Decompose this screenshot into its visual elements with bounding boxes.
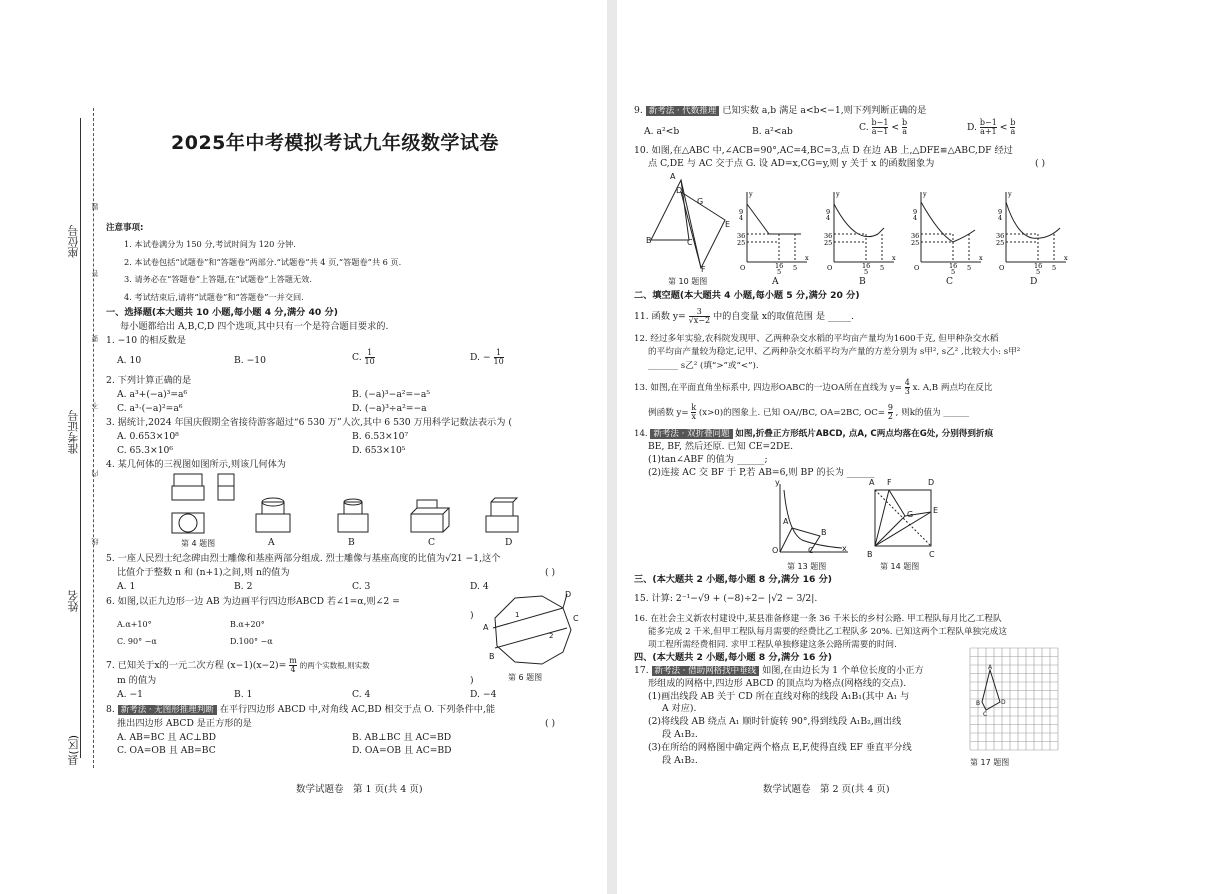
fig13-label-x: x: [842, 544, 847, 553]
graph-tick-label: y: [836, 190, 840, 198]
notice-item: 3. 请务必在“答题卷”上答题,在“试题卷”上答题无效.: [124, 274, 312, 284]
graph-tick-label: 5: [1036, 268, 1041, 276]
q4-option-c: C: [428, 537, 436, 548]
q5-paren: ( ): [545, 567, 556, 578]
fig10-label-b: B: [646, 236, 652, 245]
q5-option-c: C. 3: [352, 581, 371, 592]
question-12-stem-end: _______ s乙² (填“>”或“<”).: [648, 361, 759, 371]
fig13-label-b: B: [821, 528, 827, 537]
graph-tick-label: 5: [793, 264, 798, 272]
figure-13-caption: 第 13 题图: [787, 562, 827, 571]
graph-tick-label: O: [827, 264, 833, 272]
q4-option-a: A: [268, 537, 275, 548]
question-13-stem-cont: 例函数 y= $\frac{k}{x}$ (x>0)的图象上. 已知 OA//BC, OA=2BC, OC= $\frac{9}{2}$ , 则k的值为 ______: [648, 403, 970, 421]
graph-tick-label: 36: [824, 232, 833, 240]
graph-tick-label: 5: [967, 264, 972, 272]
q8-option-c: C. OA=OB 且 AB=BC: [117, 745, 216, 756]
fig13-label-c: C: [808, 546, 814, 555]
q3-option-a: A. 0.653×10⁸: [117, 431, 179, 442]
question-10-stem: 10. 如图,在△ABC 中,∠ACB=90°,AC=4,BC=3,点 D 在边 AB 上,△DFE≌△ABC,DF 经过: [634, 145, 1013, 156]
question-8-stem-cont: 推出四边形 ABCD 是正方形的是: [117, 718, 252, 729]
q9-option-b: B. a²<ab: [752, 126, 793, 137]
q1-option-b: B. −10: [234, 355, 266, 366]
fig17-label-a: A: [988, 664, 993, 671]
graph-tick-label: x: [805, 254, 809, 262]
q17-subquestion-3: (3)在所给的网格图中确定两个格点 E,F,使得直线 EF 垂直平分线: [648, 742, 912, 753]
figure-17-grid: [968, 646, 1062, 752]
graph-tick-label: 4: [826, 214, 831, 222]
q8-option-b: B. AB⊥BC 且 AC=BD: [352, 732, 452, 743]
section-1-heading: 一、选择题(本大题共 10 小题,每小题 4 分,满分 40 分): [106, 307, 338, 318]
question-9-stem: 9. 新考法 · 代数推理 已知实数 a,b 满足 a<b<−1,则下列判断正确的是: [634, 105, 927, 116]
question-2-stem: 2. 下列计算正确的是: [106, 375, 192, 386]
page-footer: 数学试题卷 第 2 页(共 4 页): [763, 784, 890, 795]
graph-tick-label: 25: [911, 239, 920, 247]
fig6-angle-2: 2: [549, 632, 554, 640]
q2-option-b: B. (−a)³−a²=−a⁵: [352, 389, 431, 400]
graph-tick-label: 16: [775, 262, 784, 270]
q10-paren: ( ): [1035, 158, 1046, 169]
q4-option-d: D: [505, 537, 513, 548]
q14-subquestion-1: (1)tan∠ABF 的值为 ______;: [648, 454, 768, 465]
graph-tick-label: 9: [913, 208, 918, 216]
graph-tick-label: 36: [911, 232, 920, 240]
fig6-label-d: D: [565, 590, 572, 599]
q9-option-c: C. $\frac{b-1}{a-1}$ < $\frac{b}{a}$: [859, 118, 908, 136]
fig17-label-b: B: [976, 700, 981, 707]
figure-6-caption: 第 6 题图: [508, 673, 543, 682]
figure-4-caption: 第 4 题图: [181, 539, 216, 548]
fig14-label-d: D: [928, 478, 935, 487]
margin-char: 线: [91, 538, 99, 545]
graph-tick-label: y: [923, 190, 927, 198]
figure-14-square: [871, 486, 935, 552]
fig10-label-d: D: [676, 186, 683, 195]
question-12-stem: 12. 经过多年实验,农科院发现甲、乙两种杂交水稻的平均亩产量均为1600千克, 但甲种杂交水稻: [634, 334, 999, 344]
new-method-tag: 新考法 · 双折叠问题: [650, 429, 732, 439]
figure-17-caption: 第 17 题图: [970, 758, 1010, 767]
fig10-label-c: C: [687, 238, 693, 247]
q8-option-d: D. OA=OB 且 AC=BD: [352, 745, 452, 756]
fig13-label-y: y: [775, 478, 780, 487]
name-label: 姓名: [67, 590, 80, 612]
graph-tick-label: y: [1008, 190, 1012, 198]
q2-option-d: D. (−a)³÷a²=−a: [352, 403, 427, 414]
graph-tick-label: x: [979, 254, 983, 262]
graph-tick-label: x: [1064, 254, 1068, 262]
q2-option-c: C. a³·(−a)²=a⁶: [117, 403, 183, 414]
fig14-label-g: G: [907, 510, 914, 519]
notice-item: 2. 本试卷包括“试题卷”和“答题卷”两部分.“试题卷”共 4 页,“答题卷”共 6 页.: [124, 257, 402, 267]
q6-option-d: D.100° −α: [230, 637, 273, 646]
q3-option-b: B. 6.53×10⁷: [352, 431, 409, 442]
fig6-angle-1: 1: [515, 611, 520, 619]
q7-option-a: A. −1: [117, 689, 144, 700]
margin-char: 不: [91, 402, 99, 409]
q1-option-d: D. − $\frac{1}{10}$: [470, 348, 504, 366]
question-5-stem-cont: 比值介于整数 n 和 (n+1)之间,则 n的值为: [117, 567, 290, 578]
graph-tick-label: 25: [737, 239, 746, 247]
exam-title: 2025年中考模拟考试九年级数学试卷: [171, 132, 499, 154]
question-16-stem-cont: 能多完成 2 千米,但甲工程队每月需要的经费比乙工程队多 20%. 已知这两个工程队单独完成这: [648, 627, 1007, 637]
fig14-label-e: E: [933, 506, 939, 515]
graph-tick-label: 5: [777, 268, 782, 276]
q6-option-b: B.α+20°: [230, 620, 265, 629]
ticket-number-label: 准考证号: [67, 410, 80, 454]
figure-10-triangle: [645, 172, 735, 272]
q6-paren: ): [470, 610, 474, 621]
fig17-label-d: D: [1001, 699, 1006, 706]
graph-tick-label: 36: [737, 232, 746, 240]
fig6-label-b: B: [489, 652, 495, 661]
q5-option-a: A. 1: [117, 581, 136, 592]
new-method-tag: 新考法 · 无图形推理判断: [118, 705, 217, 715]
q2-option-a: A. a³+(−a)³=a⁶: [117, 389, 188, 400]
q3-option-d: D. 653×10⁵: [352, 445, 406, 456]
fig14-label-c: C: [929, 550, 935, 559]
graph-tick-label: 36: [996, 232, 1005, 240]
q8-paren: ( ): [545, 718, 556, 729]
q6-option-c: C. 90° −α: [117, 637, 157, 646]
graph-tick-label: 5: [880, 264, 885, 272]
q7-option-d: D. −4: [470, 689, 497, 700]
q17-subquestion-2-cont: 段 A₁B₂.: [662, 729, 698, 740]
nonagon-figure: [485, 590, 580, 670]
fig14-label-b: B: [867, 550, 873, 559]
question-8-stem: 8. 新考法 · 无图形推理判断 在平行四边形 ABCD 中,对角线 AC,BD 相交于点 O. 下列条件中,能: [106, 704, 496, 715]
q10-graph: [998, 190, 1070, 274]
question-17-stem-cont: 形组成的网格中,四边形 ABCD 的顶点均为格点(网格线的交点).: [648, 678, 907, 689]
graph-tick-label: 4: [739, 214, 744, 222]
exam-page-2: [617, 0, 1226, 894]
question-15-stem: 15. 计算: 2⁻¹−√9 + (−8)÷2− |√2 − 3/2|.: [634, 593, 818, 604]
section-2-heading: 二、填空题(本大题共 4 小题,每小题 5 分,满分 20 分): [634, 290, 860, 301]
graph-tick-label: 4: [998, 214, 1003, 222]
q10-graph: [739, 190, 811, 274]
section-4-heading: 四、(本大题共 2 小题,每小题 8 分,满分 16 分): [634, 652, 832, 663]
q7-paren: ): [470, 675, 474, 686]
question-7-stem: 7. 已知关于x的一元二次方程 (x−1)(x−2)= $\frac{m}{4}$ 的两个实数根,则实数: [106, 656, 370, 674]
margin-char: 答: [91, 270, 99, 277]
graph-tick-label: 4: [913, 214, 918, 222]
fig17-label-c: C: [983, 711, 988, 718]
q5-option-d: D. 4: [470, 581, 489, 592]
notice-title: 注意事项:: [106, 223, 144, 233]
question-7-stem-cont: m 的值为: [117, 675, 157, 686]
figure-10-caption: 第 10 题图: [668, 277, 708, 286]
question-13-stem: 13. 如图,在平面直角坐标系中, 四边形OABC的一边OA所在直线为 y= $\frac{4}{3}$ x. A,B 两点均在反比: [634, 378, 993, 396]
exam-page-1: [0, 0, 607, 894]
graph-tick-label: 16: [862, 262, 871, 270]
q17-subquestion-1-cont: A 对应).: [662, 703, 697, 714]
fig10-label-a: A: [670, 172, 676, 181]
section-1-instruction: 每小题都给出 A,B,C,D 四个选项,其中只有一个是符合题目要求的.: [120, 321, 389, 332]
margin-char: 内: [91, 470, 99, 477]
question-5-stem: 5. 一座人民烈士纪念碑由烈士雕像和基座两部分组成. 烈士雕像与基座高度的比值为√21 −1,这个: [106, 553, 501, 564]
q10-option-a: A: [772, 276, 779, 287]
q8-option-a: A. AB=BC 且 AC⊥BD: [117, 732, 216, 743]
q9-option-a: A. a²<b: [644, 126, 680, 137]
q17-subquestion-3-cont: 段 A₁B₂.: [662, 755, 698, 766]
question-3-stem: 3. 据统计,2024 年国庆假期全省接待游客超过“6 530 万”人次,其中 6 530 万用科学记数法表示为 (: [106, 417, 512, 428]
q7-option-c: C. 4: [352, 689, 371, 700]
q10-option-b: B: [859, 276, 866, 287]
fig10-label-g: G: [697, 197, 704, 206]
q6-option-a: A.α+10°: [117, 620, 152, 629]
graph-tick-label: O: [740, 264, 746, 272]
q10-option-c: C: [946, 276, 954, 287]
graph-tick-label: 9: [998, 208, 1003, 216]
graph-tick-label: 16: [1034, 262, 1043, 270]
graph-tick-label: 9: [826, 208, 831, 216]
fig13-label-a: A: [783, 517, 789, 526]
margin-char: 要: [91, 335, 99, 342]
fig6-label-a: A: [483, 623, 489, 632]
q14-subquestion-2: (2)连接 AC 交 BF 于 P,若 AB=6,则 BP 的长为 ______: [648, 467, 875, 478]
fig10-label-e: E: [725, 220, 731, 229]
q5-option-b: B. 2: [234, 581, 253, 592]
notice-item: 1. 本试卷满分为 150 分,考试时间为 120 分钟.: [124, 239, 296, 249]
graph-tick-label: 5: [864, 268, 869, 276]
q9-option-d: D. $\frac{b-1}{a+1}$ < $\frac{b}{a}$: [967, 118, 1016, 136]
page-footer: 数学试题卷 第 1 页(共 4 页): [296, 784, 423, 795]
question-6-stem: 6. 如图,以正九边形一边 AB 为边画平行四边形ABCD 若∠1=α,则∠2 =: [106, 596, 400, 607]
graph-tick-label: x: [892, 254, 896, 262]
graph-tick-label: 25: [996, 239, 1005, 247]
fig6-label-c: C: [573, 614, 579, 623]
q17-subquestion-1: (1)画出线段 AB 关于 CD 所在直线对称的线段 A₁B₁(其中 A₁ 与: [648, 691, 910, 702]
question-1-stem: 1. −10 的相反数是: [106, 335, 186, 346]
question-12-stem-cont: 的平均亩产量较为稳定,记甲、乙两种杂交水稻平均为产量的方差分别为 s甲², s乙² ,比较大小: s甲²: [648, 347, 1021, 357]
question-14-stem-cont: BE, BF, 然后还原. 已知 CE=2DE.: [648, 441, 793, 452]
question-10-stem-cont: 点 C,DE 与 AC 交于点 G. 设 AD=x,CG=y,则 y 关于 x 的函数图象为: [648, 158, 935, 169]
graph-tick-label: y: [749, 190, 753, 198]
graph-tick-label: 25: [824, 239, 833, 247]
question-14-stem: 14. 新考法 · 双折叠问题 如图,折叠正方形纸片ABCD, 点A, C两点均落在G处, 分别得到折痕: [634, 429, 994, 439]
notice-item: 4. 考试结束后,请将“试题卷”和“答题卷”一并交回.: [124, 292, 304, 302]
fig10-label-f: F: [701, 265, 706, 274]
q10-graph: [826, 190, 898, 274]
fig14-label-f: F: [887, 478, 892, 487]
q10-option-d: D: [1030, 276, 1038, 287]
q17-subquestion-2: (2)将线段 AB 绕点 A₁ 顺时针旋转 90°,得到线段 A₁B₂,画出线: [648, 716, 902, 727]
seat-number-label: 座位号: [67, 225, 80, 258]
new-method-tag: 新考法 · 代数推理: [646, 106, 720, 116]
question-16-stem-end: 项工程所需经费相同. 求甲工程队单独修建这条公路所需要的时间.: [648, 640, 897, 650]
margin-char: 题: [91, 203, 99, 210]
three-view-figure: [166, 470, 526, 545]
graph-tick-label: O: [914, 264, 920, 272]
graph-tick-label: 5: [951, 268, 956, 276]
q7-option-b: B. 1: [234, 689, 253, 700]
q10-graph: [913, 190, 985, 274]
q4-option-b: B: [348, 537, 355, 548]
question-4-stem: 4. 某几何体的三视图如图所示,则该几何体为: [106, 459, 286, 470]
fig13-label-o: O: [772, 546, 779, 555]
county-label: 县(区): [67, 735, 80, 766]
q1-option-a: A. 10: [117, 355, 142, 366]
question-16-stem: 16. 在社会主义新农村建设中,某县准备修建一条 36 千米长的乡村公路. 甲工程队每月比乙工程队: [634, 614, 1002, 624]
graph-tick-label: 5: [1052, 264, 1057, 272]
new-method-tag: 新考法 · 借助网格找中垂线: [652, 666, 760, 676]
section-3-heading: 三、(本大题共 2 小题,每小题 8 分,满分 16 分): [634, 574, 832, 585]
graph-tick-label: O: [999, 264, 1005, 272]
q1-option-c: C. $\frac{1}{10}$: [352, 348, 375, 366]
fig14-label-a: A: [869, 478, 875, 487]
q3-option-c: C. 65.3×10⁶: [117, 445, 174, 456]
graph-tick-label: 16: [949, 262, 958, 270]
question-17-stem: 17. 新考法 · 借助网格找中垂线 如图,在由边长为 1 个单位长度的小正方: [634, 665, 924, 676]
question-11-stem: 11. 函数 y= $\frac{3}{√x-2}$ 中的自变量 x的取值范围 是 _____.: [634, 307, 854, 325]
figure-14-caption: 第 14 题图: [880, 562, 920, 571]
graph-tick-label: 9: [739, 208, 744, 216]
